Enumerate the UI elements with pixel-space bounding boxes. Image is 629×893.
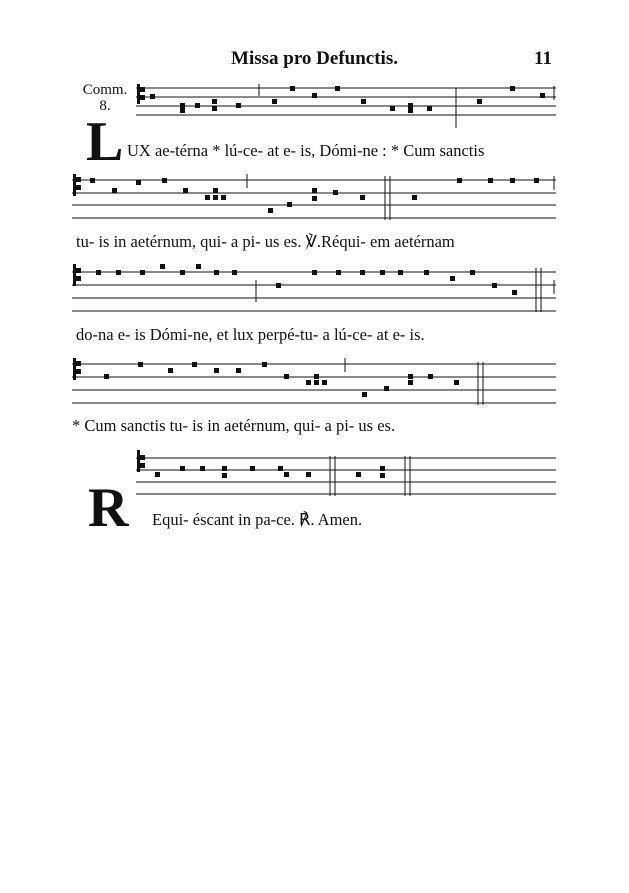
neumes xyxy=(155,456,410,496)
response-lyric: Equi- éscant in pa-ce. ℟. Amen. xyxy=(152,510,363,529)
initial-letter-l: L xyxy=(86,111,124,173)
initial-letter-r: R xyxy=(88,477,129,539)
genre-label: Comm. xyxy=(82,82,128,98)
page-number: 11 xyxy=(534,48,552,69)
lyric-line-2: tu- is in aetérnum, qui- a pi- us es. ℣.Réqui- em aetérnam xyxy=(76,232,455,251)
clef xyxy=(137,450,145,472)
lyric-line-1: UX ae-térna * lú-ce- at e- is, Dómi-ne : * Cum sanctis xyxy=(127,141,485,160)
lyric-line-3: do-na e- is Dómi-ne, et lux perpé-tu- a lú-ce- at e- is. xyxy=(76,325,425,344)
staff-lines xyxy=(136,458,556,494)
page-title: Missa pro Defunctis. xyxy=(231,48,398,69)
lyric-line-4: * Cum sanctis tu- is in aetérnum, qui- a pi- us es. xyxy=(72,416,396,435)
mode-number: 8. xyxy=(99,98,111,114)
